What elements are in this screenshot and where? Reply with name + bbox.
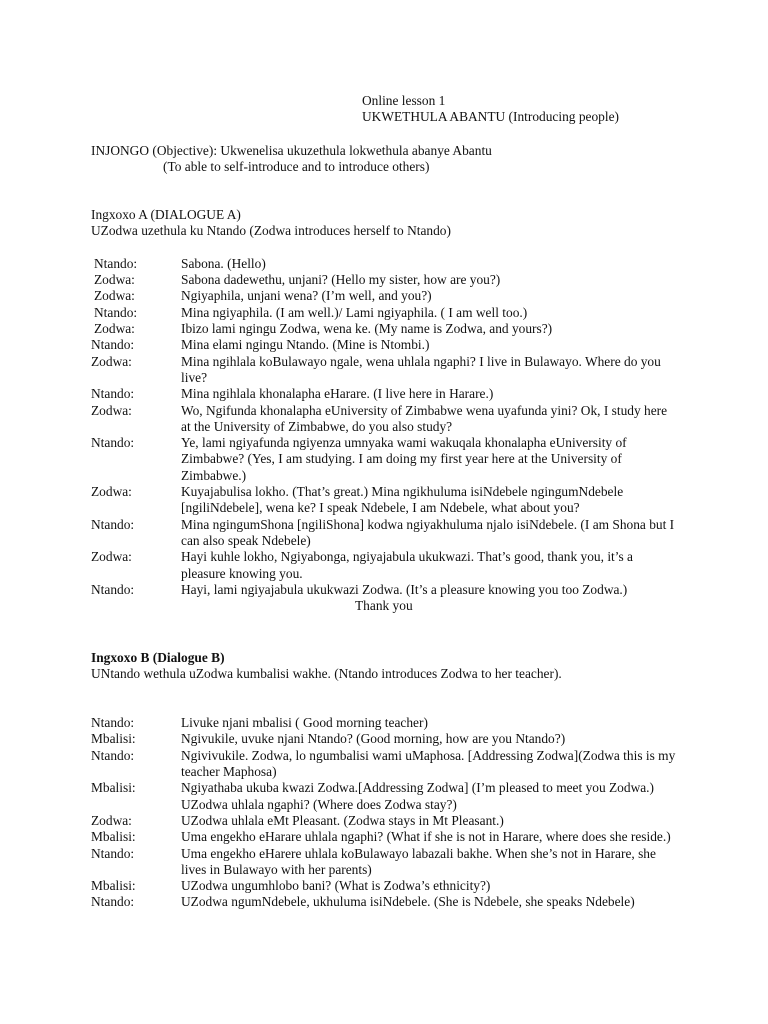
speaker-name: Mbalisi:	[91, 829, 136, 845]
dialogue-line	[91, 780, 691, 813]
objective-text: INJONGO (Objective): Ukwenelisa ukuzethula lokwethula abanye Abantu	[91, 143, 492, 158]
spacer	[91, 240, 691, 256]
dialogue-line	[91, 731, 691, 747]
speaker-name: Zodwa:	[94, 321, 135, 337]
spacer	[91, 699, 691, 715]
speaker-name: Zodwa:	[91, 812, 132, 828]
speaker-name: Zodwa:	[91, 484, 132, 500]
speaker-name: Ntando:	[91, 435, 135, 451]
dialogue-line	[91, 256, 691, 272]
dialogue-text: Uma engekho eHarere uhlala koBulawayo labazali bakhe. When she’s not in Harare, she lives in Bulawayo with her parents)	[181, 845, 656, 877]
dialogue-text: Mina elami ngingu Ntando. (Mine is Ntombi.)	[181, 337, 430, 353]
dialogue-a-heading: Ingxoxo A (DIALOGUE A)	[91, 207, 241, 222]
dialogue-line	[91, 813, 691, 829]
closing-thanks: Thank you	[355, 598, 413, 614]
dialogue-text: UZodwa ungumhlobo bani? (What is Zodwa’s ethnicity?)	[181, 878, 491, 894]
dialogue-line	[91, 829, 691, 845]
dialogue-line	[91, 354, 691, 387]
speaker-name: Ntando:	[91, 516, 135, 532]
dialogue-text: Hayi, lami ngiyajabula ukukwazi Zodwa. (It’s a pleasure knowing you too Zodwa.)	[181, 581, 628, 597]
dialogue-text: Sabona dadewethu, unjani? (Hello my sister, how are you?)	[181, 272, 501, 288]
speaker-name: Ntando:	[91, 386, 135, 402]
speaker-name: Zodwa:	[91, 353, 132, 369]
lesson-title-block	[362, 93, 619, 126]
dialogue-line	[91, 549, 691, 582]
spacer	[91, 683, 691, 699]
dialogue-text: Mina ngihlala koBulawayo ngale, wena uhlala ngaphi? I live in Bulawayo. Where do you live?	[181, 353, 661, 385]
dialogue-text: Mina ngingumShona [ngiliShona] kodwa ngiyakhuluma njalo isiNdebele. (I am Shona but I can also speak Ndebele)	[181, 516, 675, 548]
dialogue-line	[91, 386, 691, 402]
dialogue-text: Ye, lami ngiyafunda ngiyenza umnyaka wami wakuqala khonalapha eUniversity of Zimbabwe? (Yes, I am studying. I am doing my first year here at the University of Zimbabwe.)	[181, 435, 627, 483]
speaker-name: Zodwa:	[94, 288, 135, 304]
dialogue-line	[91, 748, 691, 781]
speaker-name: Ntando:	[91, 894, 135, 910]
dialogue-text: Ibizo lami ngingu Zodwa, wena ke. (My name is Zodwa, and yours?)	[181, 321, 553, 337]
dialogue-a-subheading: UZodwa uzethula ku Ntando (Zodwa introduces herself to Ntando)	[91, 223, 451, 239]
dialogue-b-subheading: UNtando wethula uZodwa kumbalisi wakhe. (Ntando introduces Zodwa to her teacher).	[91, 666, 562, 682]
dialogue-line	[91, 846, 691, 879]
dialogue-line	[91, 403, 691, 436]
dialogue-text: Wo, Ngifunda khonalapha eUniversity of Zimbabwe wena uyafunda yini? Ok, I study here at the University of Zimbabwe, do you also study?	[181, 402, 668, 434]
dialogue-line	[91, 484, 691, 517]
dialogue-text: Ngiyaphila, unjani wena? (I’m well, and you?)	[181, 288, 432, 304]
dialogue-text: Ngivukile, uvuke njani Ntando? (Good morning, how are you Ntando?)	[181, 731, 566, 747]
speaker-name: Ntando:	[91, 715, 135, 731]
speaker-name: Ntando:	[94, 255, 138, 271]
objective-block	[91, 143, 711, 176]
dialogue-text: Sabona. (Hello)	[181, 255, 266, 271]
dialogue-b-section	[91, 650, 691, 911]
speaker-name: Mbalisi:	[91, 780, 136, 796]
speaker-name: Zodwa:	[91, 549, 132, 565]
dialogue-line	[91, 321, 691, 337]
lesson-number: Online lesson 1	[362, 93, 446, 108]
speaker-name: Ntando:	[91, 581, 135, 597]
dialogue-text: Uma engekho eHarare uhlala ngaphi? (What if she is not in Harare, where does she reside.)	[181, 829, 671, 845]
dialogue-line	[91, 715, 691, 731]
dialogue-line	[91, 878, 691, 894]
dialogue-text: Mina ngiyaphila. (I am well.)/ Lami ngiyaphila. ( I am well too.)	[181, 304, 528, 320]
speaker-name: Ntando:	[91, 747, 135, 763]
dialogue-line	[91, 288, 691, 304]
lesson-title: UKWETHULA ABANTU (Introducing people)	[362, 109, 619, 125]
dialogue-text: Hayi kuhle lokho, Ngiyabonga, ngiyajabula ukukwazi. That’s good, thank you, it’s a pleasure knowing you.	[181, 549, 633, 581]
objective-translation: (To able to self-introduce and to introduce others)	[163, 159, 430, 175]
speaker-name: Mbalisi:	[91, 878, 136, 894]
dialogue-line	[91, 894, 691, 910]
dialogue-line	[91, 305, 691, 321]
dialogue-text: UZodwa ngumNdebele, ukhuluma isiNdebele. (She is Ndebele, she speaks Ndebele)	[181, 894, 635, 910]
dialogue-line	[91, 272, 691, 288]
dialogue-line	[91, 582, 691, 598]
speaker-name: Ntando:	[94, 304, 138, 320]
dialogue-line	[91, 435, 691, 484]
dialogue-text: Ngivivukile. Zodwa, lo ngumbalisi wami uMaphosa. [Addressing Zodwa](Zodwa this is my teacher Maphosa)	[181, 747, 676, 780]
dialogue-text: UZodwa uhlala eMt Pleasant. (Zodwa stays in Mt Pleasant.)	[181, 812, 504, 828]
speaker-name: Ntando:	[91, 337, 135, 353]
dialogue-a-section	[91, 207, 691, 614]
dialogue-line	[91, 517, 691, 550]
speaker-name: Ntando:	[91, 845, 135, 861]
speaker-name: Mbalisi:	[91, 731, 136, 747]
dialogue-text: Mina ngihlala khonalapha eHarare. (I live here in Harare.)	[181, 386, 494, 402]
speaker-name: Zodwa:	[94, 272, 135, 288]
speaker-name: Zodwa:	[91, 402, 132, 418]
dialogue-text: Ngiyathaba ukuba kwazi Zodwa.[Addressing Zodwa] (I’m pleased to meet you Zodwa.) UZodwa uhlala ngaphi? (Where does Zodwa stay?)	[181, 780, 654, 812]
dialogue-line	[91, 337, 691, 353]
dialogue-text: Livuke njani mbalisi ( Good morning teacher)	[181, 715, 428, 731]
dialogue-b-heading: Ingxoxo B (Dialogue B)	[91, 650, 225, 665]
dialogue-text: Kuyajabulisa lokho. (That’s great.) Mina ngikhuluma isiNdebele ngingumNdebele [ngiliNdebele], wena ke? I speak Ndebele, I am Ndebele, what about you?	[181, 484, 624, 516]
